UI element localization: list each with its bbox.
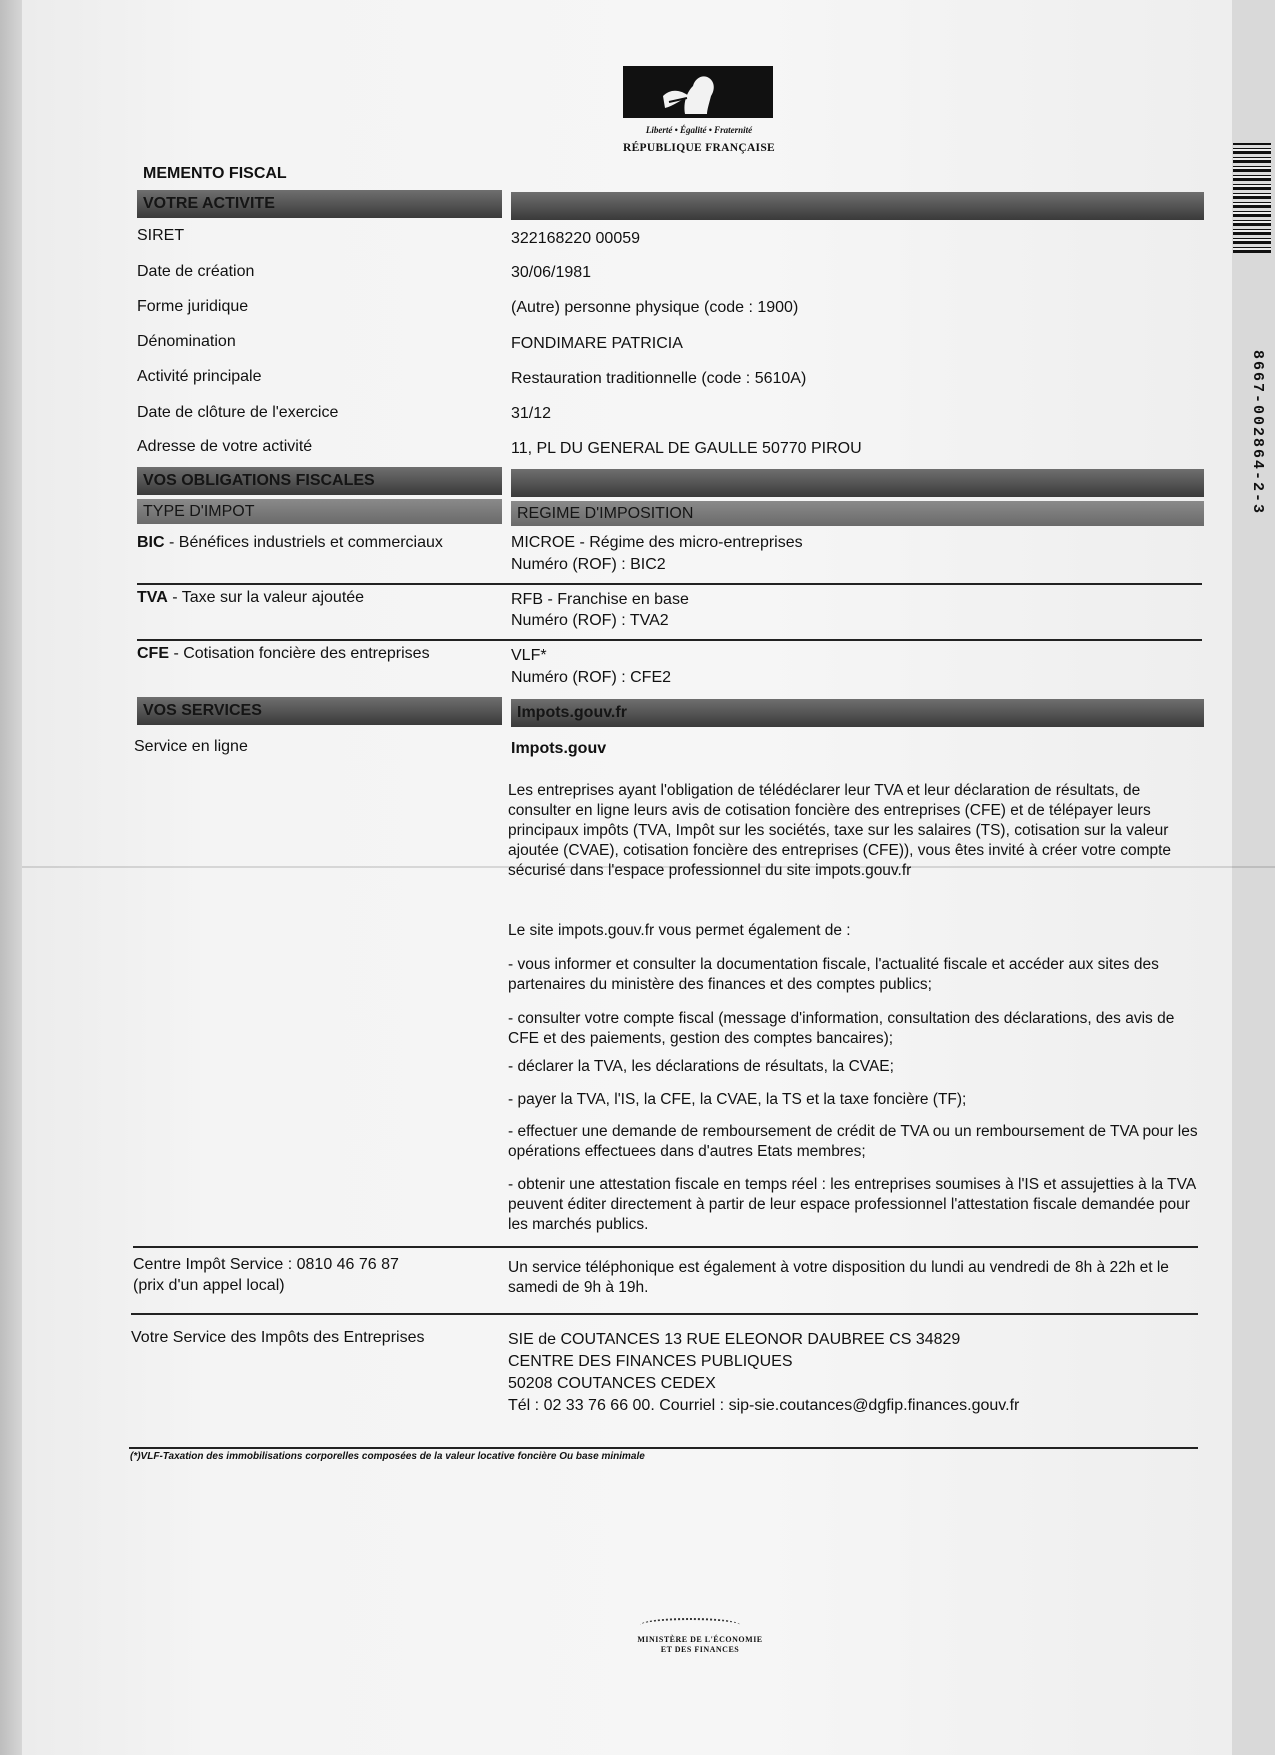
tax-row-cfe-label [137, 644, 430, 664]
feature-item: - payer la TVA, l'IS, la CFE, la CVAE, la TS et la taxe foncière (TF); [508, 1091, 967, 1108]
row-divider [137, 583, 1202, 585]
row-value-adresse: 11, PL DU GENERAL DE GAULLE 50770 PIROU [511, 440, 862, 457]
tax-code-tva: TVA [137, 589, 168, 606]
service-en-ligne-value: Impots.gouv [511, 740, 607, 757]
tax-row-tva-label [137, 588, 364, 608]
row-label-date-creation: Date de création [137, 263, 255, 280]
row-divider [133, 1246, 1198, 1248]
row-divider [131, 1313, 1198, 1315]
sie-contact-line: Tél : 02 33 76 66 00. Courriel : sip-sie.coutances@dgfip.finances.gouv.fr [508, 1397, 1020, 1414]
row-value-siret: 322168220 00059 [511, 230, 641, 247]
sie-label: Votre Service des Impôts des Entreprises [131, 1329, 425, 1346]
scan-edge [0, 0, 22, 1755]
column-header-regime: REGIME D'IMPOSITION [511, 501, 1204, 526]
tax-regime-cfe: VLF* [511, 647, 547, 664]
tax-label-cfe: - Cotisation foncière des entreprises [169, 645, 430, 662]
row-value-forme-juridique: (Autre) personne physique (code : 1900) [511, 299, 799, 316]
tax-regime-tva: RFB - Franchise en base [511, 591, 689, 608]
ministry-line-1: MINISTÈRE DE L'ÉCONOMIE [637, 1635, 763, 1644]
column-header-type-impot: TYPE D'IMPOT [137, 499, 502, 524]
republic-name: RÉPUBLIQUE FRANÇAISE [622, 142, 775, 154]
side-reference-code: 8667-002864-2-3 [1249, 350, 1266, 516]
row-value-activite: Restauration traditionnelle (code : 5610A) [511, 370, 807, 387]
section-bar-obligations: VOS OBLIGATIONS FISCALES [137, 467, 502, 495]
footnote: (*)VLF-Taxation des immobilisations corporelles composées de la valeur locative foncière Ou base minimale [130, 1451, 645, 1462]
row-label-siret: SIRET [137, 227, 185, 244]
row-label-adresse: Adresse de votre activité [137, 438, 313, 455]
feature-intro: Le site impots.gouv.fr vous permet également de : [508, 922, 851, 939]
sie-address-line: 50208 COUTANCES CEDEX [508, 1375, 716, 1392]
page-title: MEMENTO FISCAL [143, 165, 287, 182]
ministry-line-2: ET DES FINANCES [660, 1645, 740, 1654]
section-bar-impots-gouv: Impots.gouv.fr [511, 699, 1204, 727]
tax-rof-tva: Numéro (ROF) : TVA2 [511, 612, 669, 629]
tax-label-tva: - Taxe sur la valeur ajoutée [167, 589, 365, 606]
service-en-ligne-label: Service en ligne [134, 738, 248, 755]
intro-paragraph: Les entreprises ayant l'obligation de télédéclarer leur TVA et leur déclaration de résultats, de consulter en ligne leurs avis de cotisation foncière des entreprises (CFE) et de télépayer leurs principaux impôts (TVA, Impôt sur les sociétés, taxe sur les salaires (TS), cotisation sur la valeur ajoutée (CVAE), cotisation foncière des entreprises (CFE)), vous êtes invité à créer votre compte sécurisé dans l'espace professionnel du site impots.gouv.fr [508, 782, 1172, 879]
row-label-denomination: Dénomination [137, 333, 236, 350]
tax-rof-cfe: Numéro (ROF) : CFE2 [511, 669, 672, 686]
tax-code-bic: BIC [137, 534, 165, 551]
tax-row-bic-label [137, 533, 443, 553]
section-bar-activite-right [511, 192, 1204, 220]
row-label-forme-juridique: Forme juridique [137, 298, 249, 315]
barcode [1233, 143, 1271, 253]
row-label-activite: Activité principale [137, 368, 262, 385]
tax-code-cfe: CFE [137, 645, 169, 662]
section-bar-services: VOS SERVICES [137, 697, 502, 725]
footnote-divider [129, 1447, 1198, 1449]
row-value-date-creation: 30/06/1981 [511, 264, 592, 281]
republic-motto: Liberté • Égalité • Fraternité [645, 125, 753, 135]
row-divider [137, 639, 1202, 641]
section-bar-obligations-right [511, 469, 1204, 497]
cis-description: Un service téléphonique est également à votre disposition du lundi au vendredi de 8h à 22h et le samedi de 9h à 19h. [508, 1259, 1169, 1296]
feature-item: - déclarer la TVA, les déclarations de résultats, la CVAE; [508, 1058, 894, 1075]
tax-label-bic: - Bénéfices industriels et commerciaux [164, 534, 443, 551]
row-value-denomination: FONDIMARE PATRICIA [511, 335, 683, 352]
section-bar-activite: VOTRE ACTIVITE [137, 190, 502, 218]
cis-price-note: (prix d'un appel local) [133, 1277, 285, 1294]
feature-item: - effectuer une demande de remboursement de crédit de TVA ou un remboursement de TVA pour les opérations effectuees dans d'autres Etats membres; [508, 1123, 1198, 1160]
cis-label: Centre Impôt Service : 0810 46 76 87 [133, 1256, 399, 1273]
sie-address-line: CENTRE DES FINANCES PUBLIQUES [508, 1353, 793, 1370]
sie-address-line: SIE de COUTANCES 13 RUE ELEONOR DAUBREE CS 34829 [508, 1331, 961, 1348]
row-value-cloture: 31/12 [511, 405, 552, 422]
tax-rof-bic: Numéro (ROF) : BIC2 [511, 556, 666, 573]
feature-item: - consulter votre compte fiscal (message d'information, consultation des déclarations, des avis de CFE et des paiements, gestion des comptes bancaires); [508, 1010, 1175, 1047]
tax-regime-bic: MICROE - Régime des micro-entreprises [511, 534, 803, 551]
ministry-emblem [640, 1618, 740, 1632]
feature-item: - vous informer et consulter la documentation fiscale, l'actualité fiscale et accéder aux sites des partenaires du ministère des finances et des comptes publics; [508, 956, 1159, 993]
ministry-name [560, 1635, 840, 1655]
marianne-logo [623, 66, 773, 118]
row-label-cloture: Date de clôture de l'exercice [137, 404, 339, 421]
feature-item: - obtenir une attestation fiscale en temps réel : les entreprises soumises à l'IS et assujetties à la TVA peuvent éditer directement à partir de leur espace professionnel l'attestation fiscale demandée pour les marchés publics. [508, 1176, 1196, 1233]
